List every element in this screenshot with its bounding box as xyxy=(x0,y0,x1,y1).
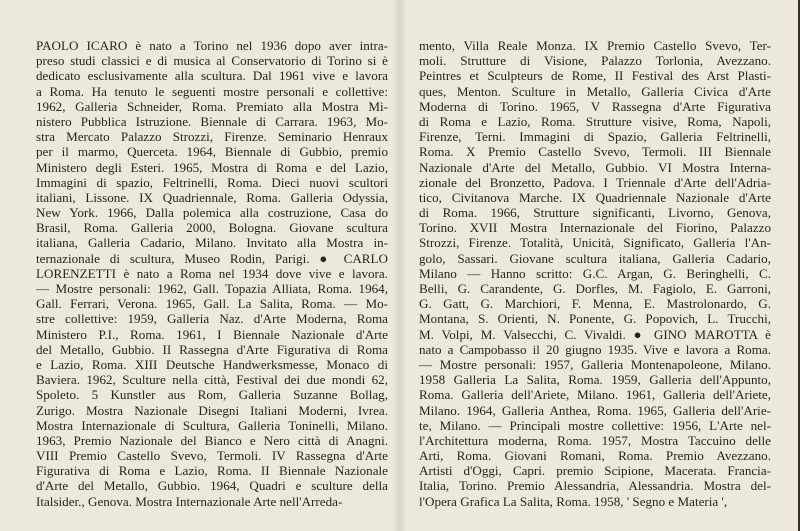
text-line: Montana, S. Orienti, N. Ponente, G. Popovich, L. Trucchi, xyxy=(419,311,771,327)
text-line: Firenze, Terni. Immagini di Spazio, Galleria Feltrinelli, xyxy=(419,129,771,145)
text-line: VIII Premio Castello Svevo, Termoli. IV Rassegna d'Arte xyxy=(36,448,388,464)
text-line: 1963, Premio Nazionale del Bianco e Nero città di Anagni. xyxy=(36,432,388,448)
text-line: moli. Strutture di Visione, Palazzo Torlonia, Avezzano. xyxy=(419,53,771,69)
text-line: Immagini di spazio, Feltrinelli, Roma. Dieci nuovi scultori xyxy=(36,174,388,190)
right-text-column xyxy=(419,38,771,509)
text-line: italiana, Galleria Cadario, Milano. Invitato alla Mostra in- xyxy=(36,235,388,251)
text-line: Peintres et Sculpteurs de Rome, II Festival des Arst Plasti- xyxy=(419,68,771,84)
text-line: Moderna di Torino. 1965, V Rassegna d'Arte Figurativa xyxy=(419,98,771,114)
text-line: zionale del Bronzetto, Padova. I Triennale d'Arte dell'Adria- xyxy=(419,174,771,190)
text-line: LORENZETTI è nato a Roma nel 1934 dove vive e lavora. xyxy=(36,265,388,281)
text-line: PAOLO ICARO è nato a Torino nel 1936 dopo aver intra- xyxy=(36,38,388,53)
text-line: del Metallo, Gubbio. II Rassegna d'Arte Figurativa di Roma xyxy=(36,341,388,357)
text-line: 1962, Galleria Schneider, Roma. Premiato alla Mostra Mi- xyxy=(36,98,388,114)
text-line: Spoleto. 5 Kunstler aus Rom, Galleria Suzanne Bollag, xyxy=(36,387,388,403)
text-line: nato a Campobasso il 20 giugno 1935. Vive e lavora a Roma. xyxy=(419,341,771,357)
text-line: Roma. Galleria dell'Ariete, Milano. 1961, Galleria dell'Ariete, xyxy=(419,387,771,403)
text-line: e Lazio, Roma. XIII Deutsche Handwerksmesse, Monaco di xyxy=(36,356,388,372)
text-line: nistero Pubblica Istruzione. Biennale di Carrara. 1963, Mo- xyxy=(36,113,388,129)
text-line: Roma. X Premio Castello Svevo, Termoli. III Biennale xyxy=(419,144,771,160)
left-text-column xyxy=(36,38,388,509)
text-line: M. Volpi, M. Valsecchi, C. Vivaldi. ● GINO MAROTTA è xyxy=(419,326,771,342)
text-line: ternazionale di scultura, Museo Rodin, Parigi. ● CARLO xyxy=(36,250,388,266)
text-line: New York. 1966, Dalla polemica alla costruzione, Casa do xyxy=(36,205,388,221)
page-spine-shadow xyxy=(393,0,407,531)
text-line: Mostra Internazionale di Scultura, Galleria Toninelli, Milano. xyxy=(36,417,388,433)
text-line: Ministero degli Esteri. 1965, Mostra di Roma e del Lazio, xyxy=(36,159,388,175)
text-line: golo, Sassari. Giovane scultura italiana, Galleria Cadario, xyxy=(419,250,771,266)
text-line: Torino. XVII Mostra Internazionale del Fiorino, Palazzo xyxy=(419,220,771,236)
text-line: tico, Civitanova Marche. IX Quadriennale Nazionale d'Arte xyxy=(419,189,771,205)
text-line: Ministero P.I., Roma. 1961, I Biennale Nazionale d'Arte xyxy=(36,326,388,342)
text-line: l'Opera Grafica La Salita, Roma. 1958, ' Segno e Materia ', xyxy=(419,493,728,509)
text-line: preso studi classici e di musica al Conservatorio di Torino si è xyxy=(36,53,388,69)
text-line: a Roma. Ha tenuto le seguenti mostre personali e collettive: xyxy=(36,83,388,99)
text-line: Strozzi, Firenze. Totalità, Unicità, Significato, Galleria l'An- xyxy=(419,235,771,251)
text-line: stre collettive: 1959, Galleria Naz. d'Arte Moderna, Roma xyxy=(36,311,388,327)
text-line: Artisti d'Oggi, Capri. premio Scipione, Macerata. Francia- xyxy=(419,463,771,479)
text-line: per il marmo, Querceta. 1964, Biennale di Gubbio, premio xyxy=(36,144,388,160)
text-line: d'Arte del Metallo, Gubbio. 1964, Quadri e sculture della xyxy=(36,478,388,494)
text-line: Belli, G. Carandente, G. Dorfles, M. Fagiolo, E. Garroni, xyxy=(419,281,771,296)
text-line: Figurativa di Roma e Lazio, Roma. II Biennale Nazionale xyxy=(36,463,388,479)
text-line: italiani, Lissone. IX Quadriennale, Roma. Galleria Odyssia, xyxy=(36,189,388,205)
text-line: G. Gatt, G. Marchiori, F. Menna, E. Mastrolonardo, G. xyxy=(419,296,771,312)
text-line: Milano — Hanno scritto: G.C. Argan, G. Beringhelli, C. xyxy=(419,265,771,281)
text-line: Nazionale d'Arte del Metallo, Gubbio. VI Mostra Interna- xyxy=(419,159,771,175)
text-line: ques, Menton. Sculture in Metallo, Galleria Civica d'Arte xyxy=(419,83,771,99)
text-line: Baviera. 1962, Sculture nella città, Festival dei due mondi 62, xyxy=(36,372,388,388)
text-line: l'Architettura moderna, Roma. 1957, Mostra Taccuino delle xyxy=(419,432,771,448)
text-line: Arti, Roma. Giovani Romani, Roma. Premio Avezzano. xyxy=(419,448,771,464)
text-line: Gall. Ferrari, Verona. 1965, Gall. La Salita, Roma. — Mo- xyxy=(36,296,388,312)
text-line: — Mostre personali: 1962, Gall. Topazia Alliata, Roma. 1964, xyxy=(36,281,388,296)
text-line: 1958 Galleria La Salita, Roma. 1959, Galleria dell'Appunto, xyxy=(419,372,771,388)
text-line: mento, Villa Reale Monza. IX Premio Castello Svevo, Ter- xyxy=(419,38,771,53)
text-line: Brasil, Roma. Galleria 2000, Bologna. Giovane scultura xyxy=(36,220,388,236)
text-line: te, Milano. — Principali mostre collettive: 1956, L'Arte nel- xyxy=(419,417,771,433)
text-line: di Roma e Lazio, Roma. Strutture visive, Roma, Napoli, xyxy=(419,113,771,129)
text-line: — Mostre personali: 1957, Galleria Montenapoleone, Milano. xyxy=(419,356,771,372)
text-line: Italsider., Genova. Mostra Internazionale Arte nell'Arreda- xyxy=(36,493,343,509)
text-line: Zurigo. Mostra Nazionale Disegni Italiani Moderni, Ivrea. xyxy=(36,402,388,418)
text-line: di Roma. 1966, Strutture significanti, Livorno, Genova, xyxy=(419,205,771,221)
text-line: dedicato esclusivamente alla scultura. Dal 1961 vive e lavora xyxy=(36,68,388,84)
text-line: Italia, Torino. Premio Alessandria, Alessandria. Mostra del- xyxy=(419,478,771,494)
text-line: stra Mercato Palazzo Strozzi, Firenze. Seminario Henraux xyxy=(36,129,388,145)
text-line: Milano. 1964, Galleria Anthea, Roma. 1965, Galleria dell'Arie- xyxy=(419,402,771,418)
